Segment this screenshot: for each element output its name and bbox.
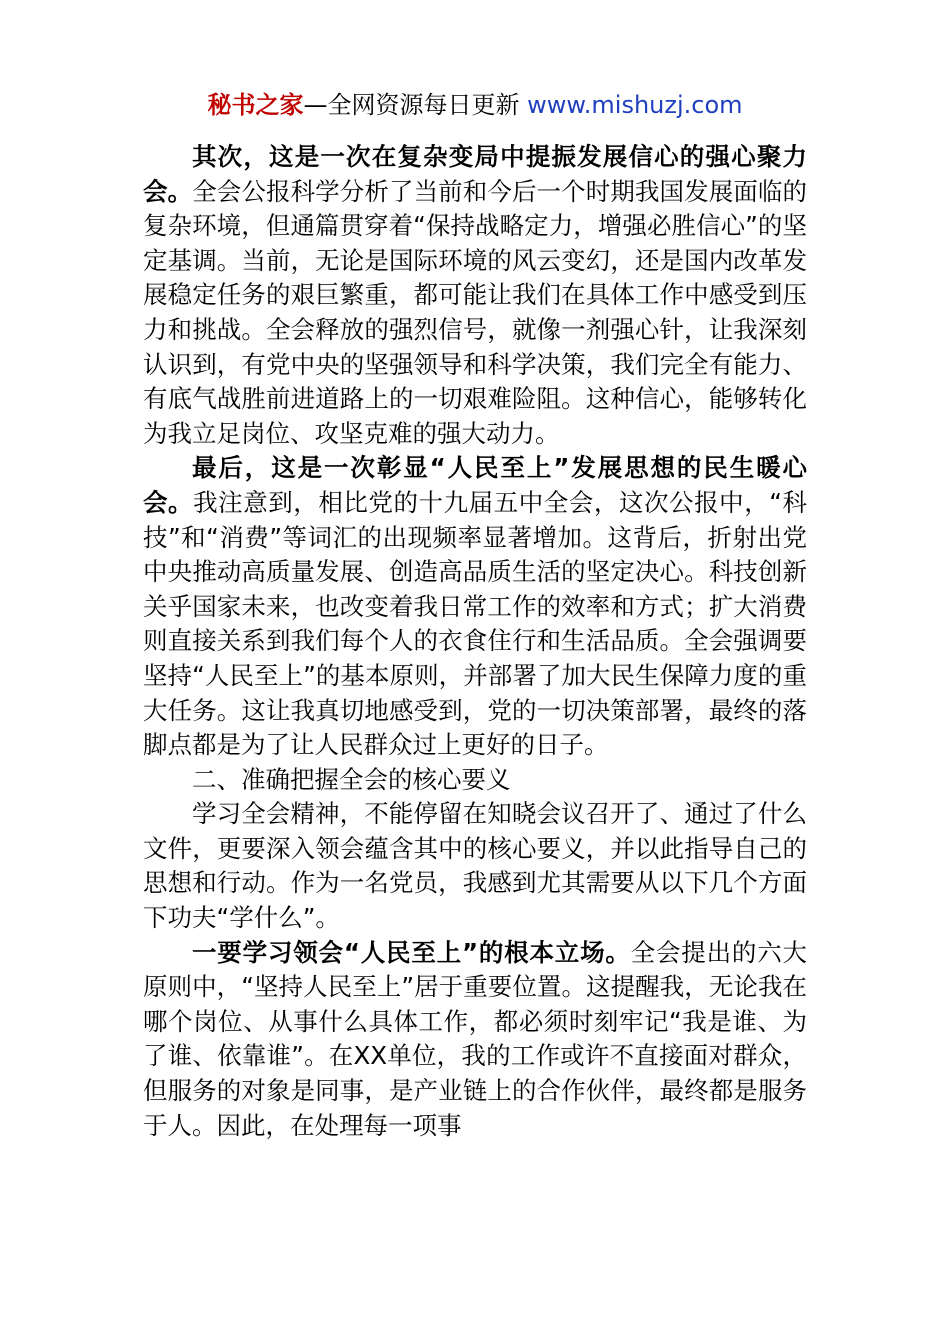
site-tagline: —全网资源每日更新: [303, 91, 528, 119]
site-header: [0, 88, 950, 122]
paragraph-text: 我注意到，相比党的十九届五中全会，这次公报中，“科技”和“消费”等词汇的出现频率显著增加。这背后，折射出党中央推动高质量发展、创造高品质生活的坚定决心。科技创新关乎国家未来，也改变着我日常工作的效率和方式；扩大消费则直接关系到我们每个人的衣食住行和生活品质。全会强调要坚持“人民至上”的基本原则，并部署了加大民生保障力度的重大任务。这让我真切地感受到，党的一切决策部署，最终的落脚点都是为了让人民群众过上更好的日子。: [143, 487, 807, 760]
paragraph-text: 全会提出的六大原则中，“坚持人民至上”居于重要位置。这提醒我，无论我在哪个岗位、从事什么具体工作，都必须时刻牢记“我是谁、为了谁、依靠谁”。在XX单位，我的工作或许不直接面对群众，但服务的对象是同事，是产业链上的合作伙伴，最终都是服务于人。因此，在处理每一项事: [143, 937, 808, 1140]
section-heading-text: 二、准确把握全会的核心要义: [192, 764, 511, 794]
paragraph-secondly: [143, 140, 807, 451]
paragraph-lead: 其次，这是一次在复杂变局中提振发展信心的强心聚力会。: [143, 142, 807, 206]
paragraph-intro: [143, 797, 807, 935]
paragraph-first-point: [143, 936, 807, 1144]
site-url-link[interactable]: www.mishuzj.com: [527, 91, 743, 119]
paragraph-lead: 一要学习领会“人民至上”的根本立场。: [192, 937, 631, 967]
section-heading: [143, 763, 807, 798]
site-brand: 秘书之家: [207, 91, 304, 119]
paragraph-text: 学习全会精神，不能停留在知晓会议召开了、通过了什么文件，更要深入领会蕴含其中的核心要义，并以此指导自己的思想和行动。作为一名党员，我感到尤其需要从以下几个方面下功夫“学什么”。: [143, 799, 807, 933]
paragraph-text: 全会公报科学分析了当前和今后一个时期我国发展面临的复杂环境，但通篇贯穿着“保持战略定力，增强必胜信心”的坚定基调。当前，无论是国际环境的风云变幻，还是国内改革发展稳定任务的艰巨繁重，都可能让我们在具体工作中感受到压力和挑战。全会释放的强烈信号，就像一剂强心针，让我深刻认识到，有党中央的坚强领导和科学决策，我们完全有能力、有底气战胜前进道路上的一切艰难险阻。这种信心，能够转化为我立足岗位、攻坚克难的强大动力。: [143, 176, 808, 448]
paragraph-lead: 最后，这是一次彰显“人民至上”发展思想的民生暖心会。: [143, 453, 807, 517]
paragraph-finally: [143, 451, 807, 762]
document-body: [143, 140, 807, 1143]
